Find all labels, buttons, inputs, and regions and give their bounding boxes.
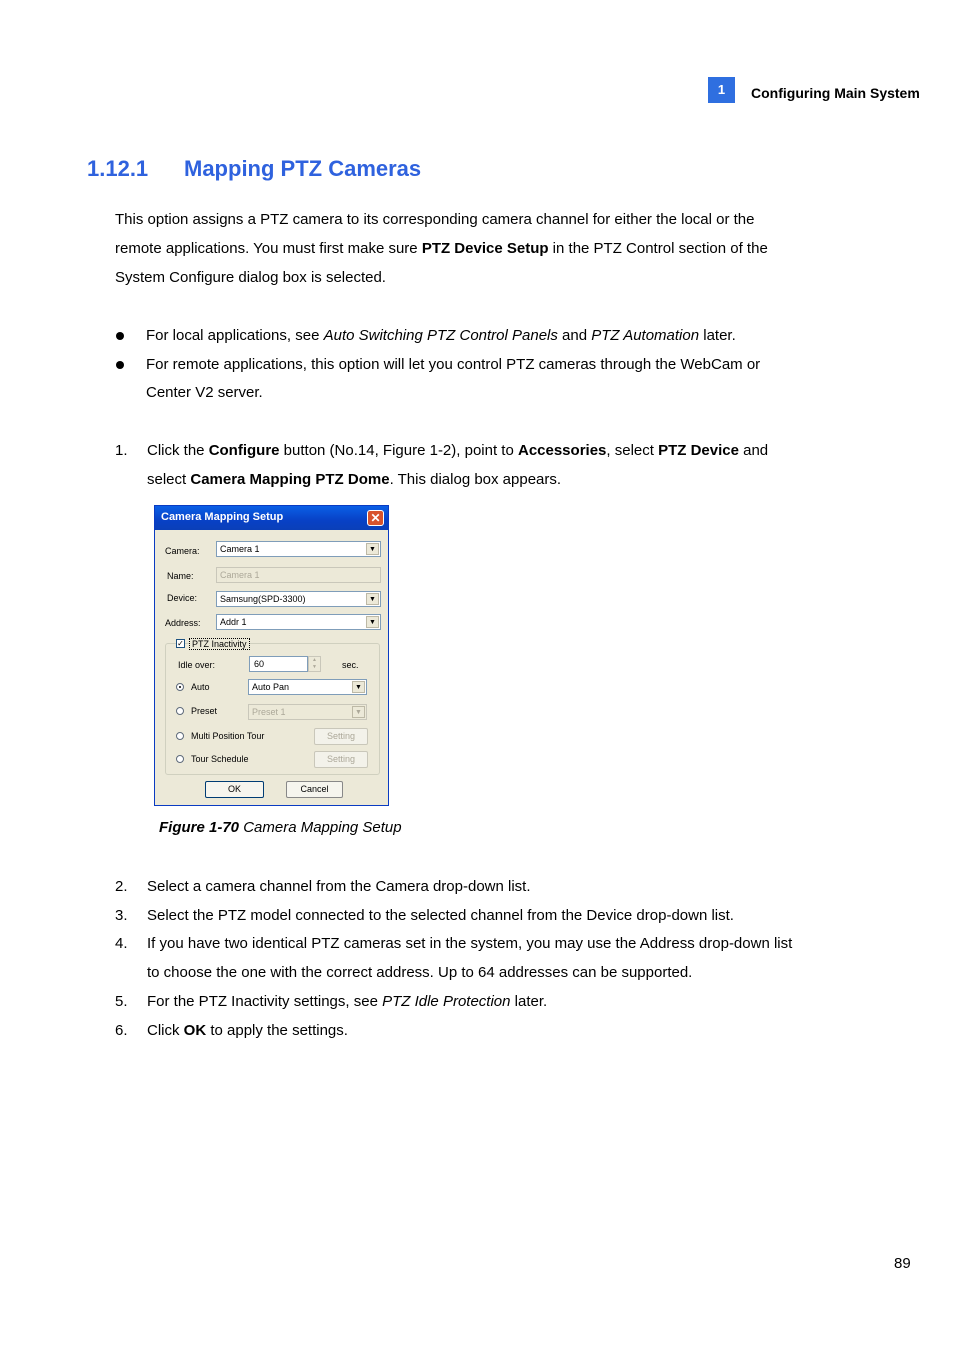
auto-radio[interactable]: [176, 683, 184, 691]
chevron-down-icon: ▼: [366, 616, 379, 628]
address-select[interactable]: Addr 1 ▼: [216, 614, 381, 630]
step-4-text-line-1: If you have two identical PTZ cameras set in the system, you may use the Address drop-down list: [147, 935, 793, 952]
step-1-line-1: Click the Configure button (No.14, Figure 1-2), point to Accessories, select PTZ Device and: [147, 442, 769, 459]
step-number: 1.: [115, 442, 128, 459]
figure-caption: Figure 1-70 Camera Mapping Setup: [159, 819, 402, 836]
chevron-down-icon: ▼: [352, 681, 365, 693]
idle-over-input[interactable]: 60: [249, 656, 308, 672]
dialog-title: Camera Mapping Setup: [161, 511, 284, 523]
step-3-text: Select the PTZ model connected to the selected channel from the Device drop-down list.: [147, 907, 734, 924]
intro-line-3: System Configure dialog box is selected.: [115, 269, 386, 286]
idle-over-spinner[interactable]: ▲ ▼: [308, 656, 321, 672]
camera-label: Camera:: [165, 546, 200, 556]
tour-schedule-radio[interactable]: [176, 755, 184, 763]
multi-position-tour-radio[interactable]: [176, 732, 184, 740]
chevron-down-icon: ▼: [366, 543, 379, 555]
step-number: 6.: [115, 1022, 128, 1039]
step-6-text: Click OK to apply the settings.: [147, 1022, 348, 1039]
sec-label: sec.: [342, 660, 359, 670]
device-select[interactable]: Samsung(SPD-3300) ▼: [216, 591, 381, 607]
name-label: Name:: [167, 571, 194, 581]
chapter-title: Configuring Main System: [751, 85, 920, 101]
step-number: 5.: [115, 993, 128, 1010]
bullet-dot: [116, 361, 124, 369]
camera-select[interactable]: Camera 1 ▼: [216, 541, 381, 557]
step-number: 2.: [115, 878, 128, 895]
step-5-text: For the PTZ Inactivity settings, see PTZ Idle Protection later.: [147, 993, 548, 1010]
chapter-number-badge: 1: [708, 77, 735, 103]
section-heading: [87, 156, 421, 182]
bullet-dot: [116, 332, 124, 340]
ptz-inactivity-label: PTZ Inactivity: [189, 638, 250, 650]
auto-mode-select[interactable]: Auto Pan ▼: [248, 679, 367, 695]
camera-mapping-dialog: [154, 505, 389, 806]
tour-schedule-label: Tour Schedule: [191, 754, 249, 764]
step-4-text-line-2: to choose the one with the correct address. Up to 64 addresses can be supported.: [147, 964, 693, 981]
section-title: Mapping PTZ Cameras: [184, 156, 422, 181]
address-label: Address:: [165, 618, 201, 628]
bullet-item-remote-line-1: For remote applications, this option will let you control PTZ cameras through the WebCam or: [146, 356, 761, 373]
chevron-down-icon: ▼: [366, 593, 379, 605]
preset-label: Preset: [191, 706, 218, 716]
section-number: 1.12.1: [87, 156, 149, 181]
chevron-down-icon: ▼: [352, 706, 365, 718]
bullet-item-local: For local applications, see Auto Switching PTZ Control Panels and PTZ Automation later.: [146, 327, 736, 344]
intro-line-1: This option assigns a PTZ camera to its corresponding camera channel for either the local or the: [115, 211, 755, 228]
step-number: 4.: [115, 935, 128, 952]
close-icon[interactable]: ✕: [367, 510, 384, 526]
cancel-button[interactable]: Cancel: [286, 781, 343, 798]
step-2-text: Select a camera channel from the Camera drop-down list.: [147, 878, 531, 895]
preset-radio[interactable]: [176, 707, 184, 715]
step-1-line-2: select Camera Mapping PTZ Dome. This dialog box appears.: [147, 471, 562, 488]
step-number: 3.: [115, 907, 128, 924]
name-field: Camera 1: [216, 567, 381, 583]
dialog-title-bar: [155, 506, 388, 530]
tour-schedule-setting-button[interactable]: Setting: [314, 751, 368, 768]
idle-over-label: Idle over:: [178, 660, 216, 670]
device-label: Device:: [167, 593, 198, 603]
bullet-item-remote-line-2: Center V2 server.: [146, 384, 263, 401]
intro-line-2: remote applications. You must first make sure PTZ Device Setup in the PTZ Control section of the: [115, 240, 768, 257]
multi-position-tour-setting-button[interactable]: Setting: [314, 728, 368, 745]
preset-select[interactable]: Preset 1 ▼: [248, 704, 367, 720]
ok-button[interactable]: OK: [205, 781, 264, 798]
multi-position-tour-label: Multi Position Tour: [191, 731, 265, 741]
ptz-inactivity-checkbox[interactable]: ✓: [177, 639, 184, 648]
auto-label: Auto: [191, 682, 210, 692]
page-number: 89: [894, 1255, 911, 1272]
